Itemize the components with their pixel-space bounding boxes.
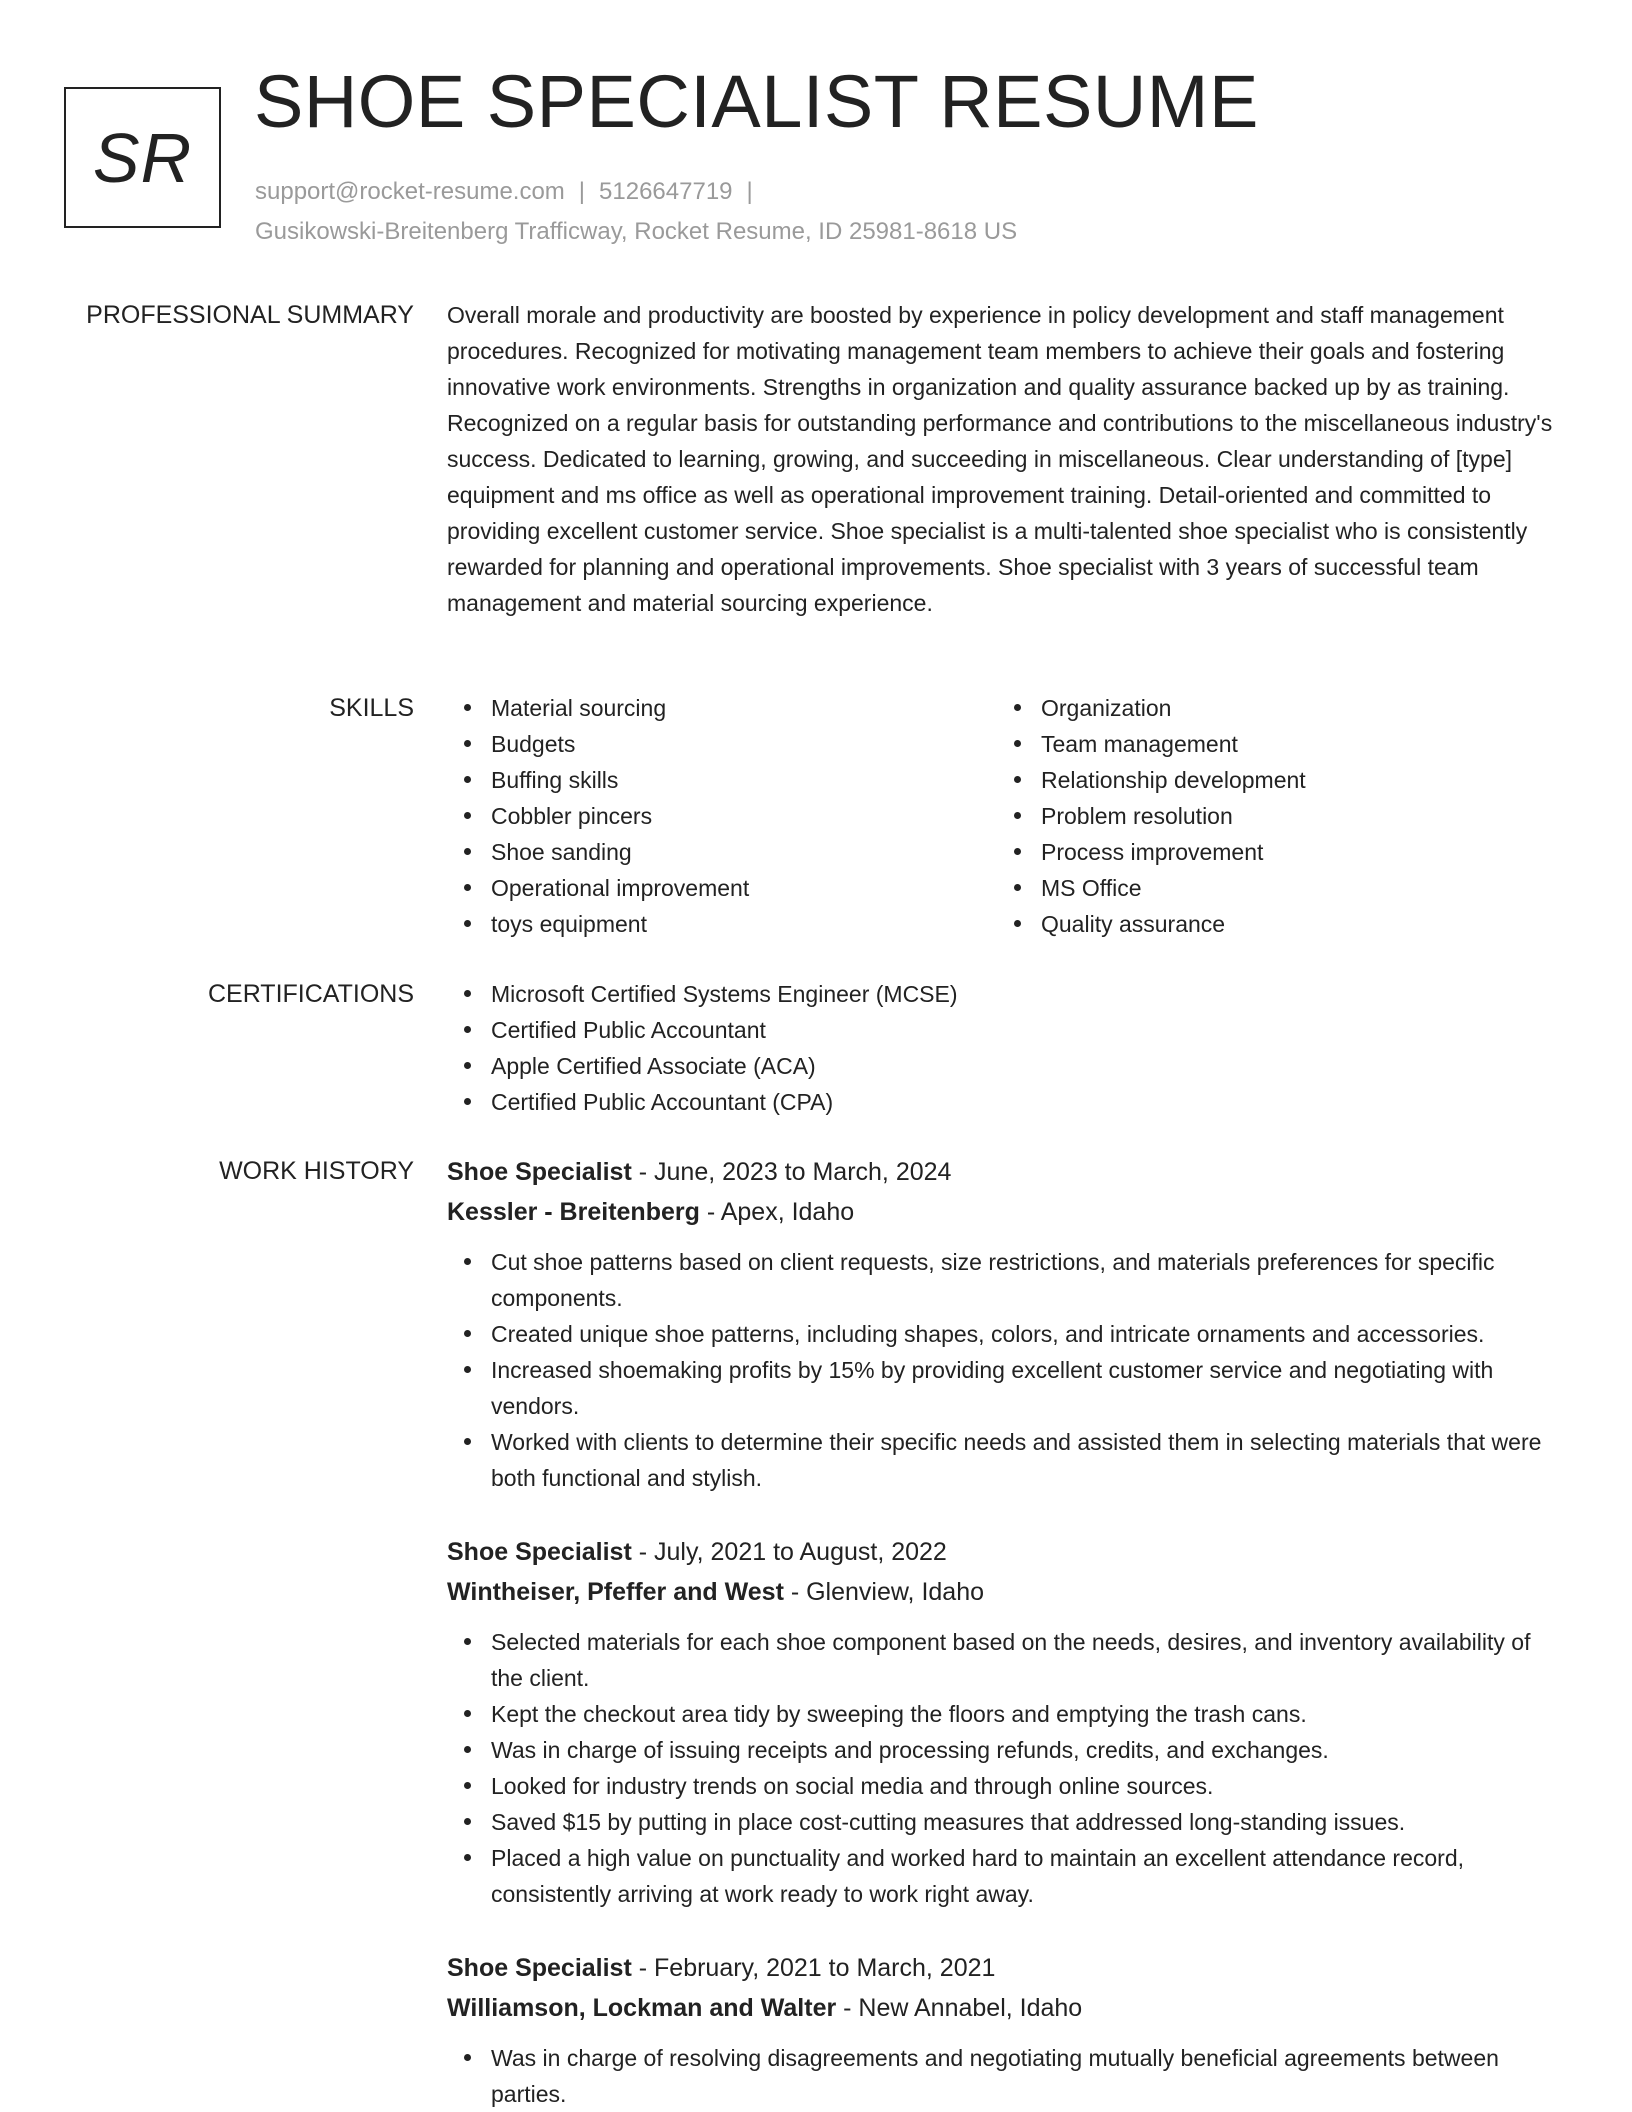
certifications-list: [447, 976, 1567, 1120]
job-company-line: [447, 1192, 1567, 1232]
job-location: - Apex, Idaho: [699, 1198, 855, 1226]
job-dates: - June, 2023 to March, 2024: [631, 1158, 952, 1186]
skill-item: MS Office: [997, 870, 1547, 906]
certification-item: Certified Public Accountant: [447, 1012, 1567, 1048]
skill-item: toys equipment: [447, 906, 997, 942]
skill-item: Buffing skills: [447, 762, 997, 798]
skill-item: Process improvement: [997, 834, 1547, 870]
skill-item: Material sourcing: [447, 690, 997, 726]
summary-body: [447, 297, 1567, 621]
job-dates: - July, 2021 to August, 2022: [631, 1538, 947, 1566]
job-title-line: [447, 1948, 1567, 1988]
job-bullet-item: Kept the checkout area tidy by sweeping the floors and emptying the trash cans.: [447, 1696, 1567, 1732]
section-title-skills: SKILLS: [329, 694, 414, 722]
contact-separator: |: [578, 178, 586, 205]
job-company: Wintheiser, Pfeffer and West: [447, 1578, 784, 1606]
job-bullets: [447, 1244, 1567, 1496]
job-company-line: [447, 1988, 1567, 2028]
section-title-work-history: WORK HISTORY: [219, 1157, 414, 1185]
certifications-body: [447, 976, 1567, 1120]
skill-item: Shoe sanding: [447, 834, 997, 870]
contact-address: Gusikowski-Breitenberg Trafficway, Rocket Resume, ID 25981-8618 US: [255, 218, 1018, 245]
job-company: Kessler - Breitenberg: [447, 1198, 700, 1226]
certification-item: Apple Certified Associate (ACA): [447, 1048, 1567, 1084]
job-bullet-item: Cut shoe patterns based on client requests, size restrictions, and materials preferences for specific components.: [447, 1244, 1567, 1316]
skill-item: Organization: [997, 690, 1547, 726]
job-role: Shoe Specialist: [447, 1158, 632, 1186]
skill-item: Problem resolution: [997, 798, 1547, 834]
job-bullet-item: Was in charge of resolving disagreements and negotiating mutually beneficial agreements between parties.: [447, 2040, 1567, 2112]
job-entry-2: [447, 1532, 1567, 1912]
section-title-summary: PROFESSIONAL SUMMARY: [86, 301, 414, 329]
contact-line-1: [255, 172, 1017, 212]
resume-title: SHOE SPECIALIST RESUME: [254, 60, 1259, 143]
job-bullet-item: Was in charge of issuing receipts and processing refunds, credits, and exchanges.: [447, 1732, 1567, 1768]
job-bullet-item: Increased shoemaking profits by 15% by providing excellent customer service and negotiating with vendors.: [447, 1352, 1567, 1424]
job-bullet-item: Looked for industry trends on social media and through online sources.: [447, 1768, 1567, 1804]
contact-phone[interactable]: 5126647719: [599, 178, 733, 205]
job-bullet-item: Worked with clients to determine their specific needs and assisted them in selecting materials that were both functional and stylish.: [447, 1424, 1567, 1496]
job-location: - New Annabel, Idaho: [836, 1994, 1083, 2022]
contact-separator: |: [746, 178, 753, 205]
section-title-certifications: CERTIFICATIONS: [207, 980, 414, 1008]
skill-item: Cobbler pincers: [447, 798, 997, 834]
job-entry-1: [447, 1152, 1567, 1496]
summary-text: Overall morale and productivity are boosted by experience in policy development and staff management procedures. Recognized for motivating management team members to achieve their goals and fostering innovative work environments. Strengths in organization and quality assurance backed up by as training. Recognized on a regular basis for outstanding performance and contributions to the miscellaneous industry's success. Dedicated to learning, growing, and succeeding in miscellaneous. Clear understanding of [type] equipment and ms office as well as operational improvement training. Detail-oriented and committed to providing excellent customer service. Shoe specialist is a multi-talented shoe specialist who is consistently rewarded for planning and operational improvements. Shoe specialist with 3 years of successful team management and material sourcing experience.: [447, 302, 1553, 616]
contact-email[interactable]: support@rocket-resume.com: [255, 178, 565, 205]
skills-list-left: [447, 690, 997, 942]
skill-item: Quality assurance: [997, 906, 1547, 942]
job-bullet-item: Selected materials for each shoe component based on the needs, desires, and inventory availability of the client.: [447, 1624, 1567, 1696]
job-bullet-item: Saved $15 by putting in place cost-cutting measures that addressed long-standing issues.: [447, 1804, 1567, 1840]
job-company-line: [447, 1572, 1567, 1612]
skill-item: Relationship development: [997, 762, 1547, 798]
contact-info: [255, 172, 1017, 252]
job-dates: - February, 2021 to March, 2021: [631, 1954, 996, 1982]
skill-item: Team management: [997, 726, 1547, 762]
job-entry-3: [447, 1948, 1567, 2112]
job-location: - Glenview, Idaho: [783, 1578, 985, 1606]
skill-item: Budgets: [447, 726, 997, 762]
job-role: Shoe Specialist: [447, 1954, 632, 1982]
monogram-logo: [64, 87, 221, 228]
job-bullet-item: Placed a high value on punctuality and worked hard to maintain an excellent attendance record, consistently arriving at work ready to work right away.: [447, 1840, 1567, 1912]
monogram-initials: SR: [92, 118, 193, 197]
job-bullets: [447, 2040, 1567, 2112]
skills-columns: [447, 690, 1567, 942]
job-title-line: [447, 1532, 1567, 1572]
job-company: Williamson, Lockman and Walter: [447, 1994, 837, 2022]
job-bullet-item: Created unique shoe patterns, including shapes, colors, and intricate ornaments and accessories.: [447, 1316, 1567, 1352]
job-bullets: [447, 1624, 1567, 1912]
skills-list-right: [997, 690, 1547, 942]
job-title-line: [447, 1152, 1567, 1192]
job-role: Shoe Specialist: [447, 1538, 632, 1566]
certification-item: Certified Public Accountant (CPA): [447, 1084, 1567, 1120]
certification-item: Microsoft Certified Systems Engineer (MCSE): [447, 976, 1567, 1012]
skill-item: Operational improvement: [447, 870, 997, 906]
